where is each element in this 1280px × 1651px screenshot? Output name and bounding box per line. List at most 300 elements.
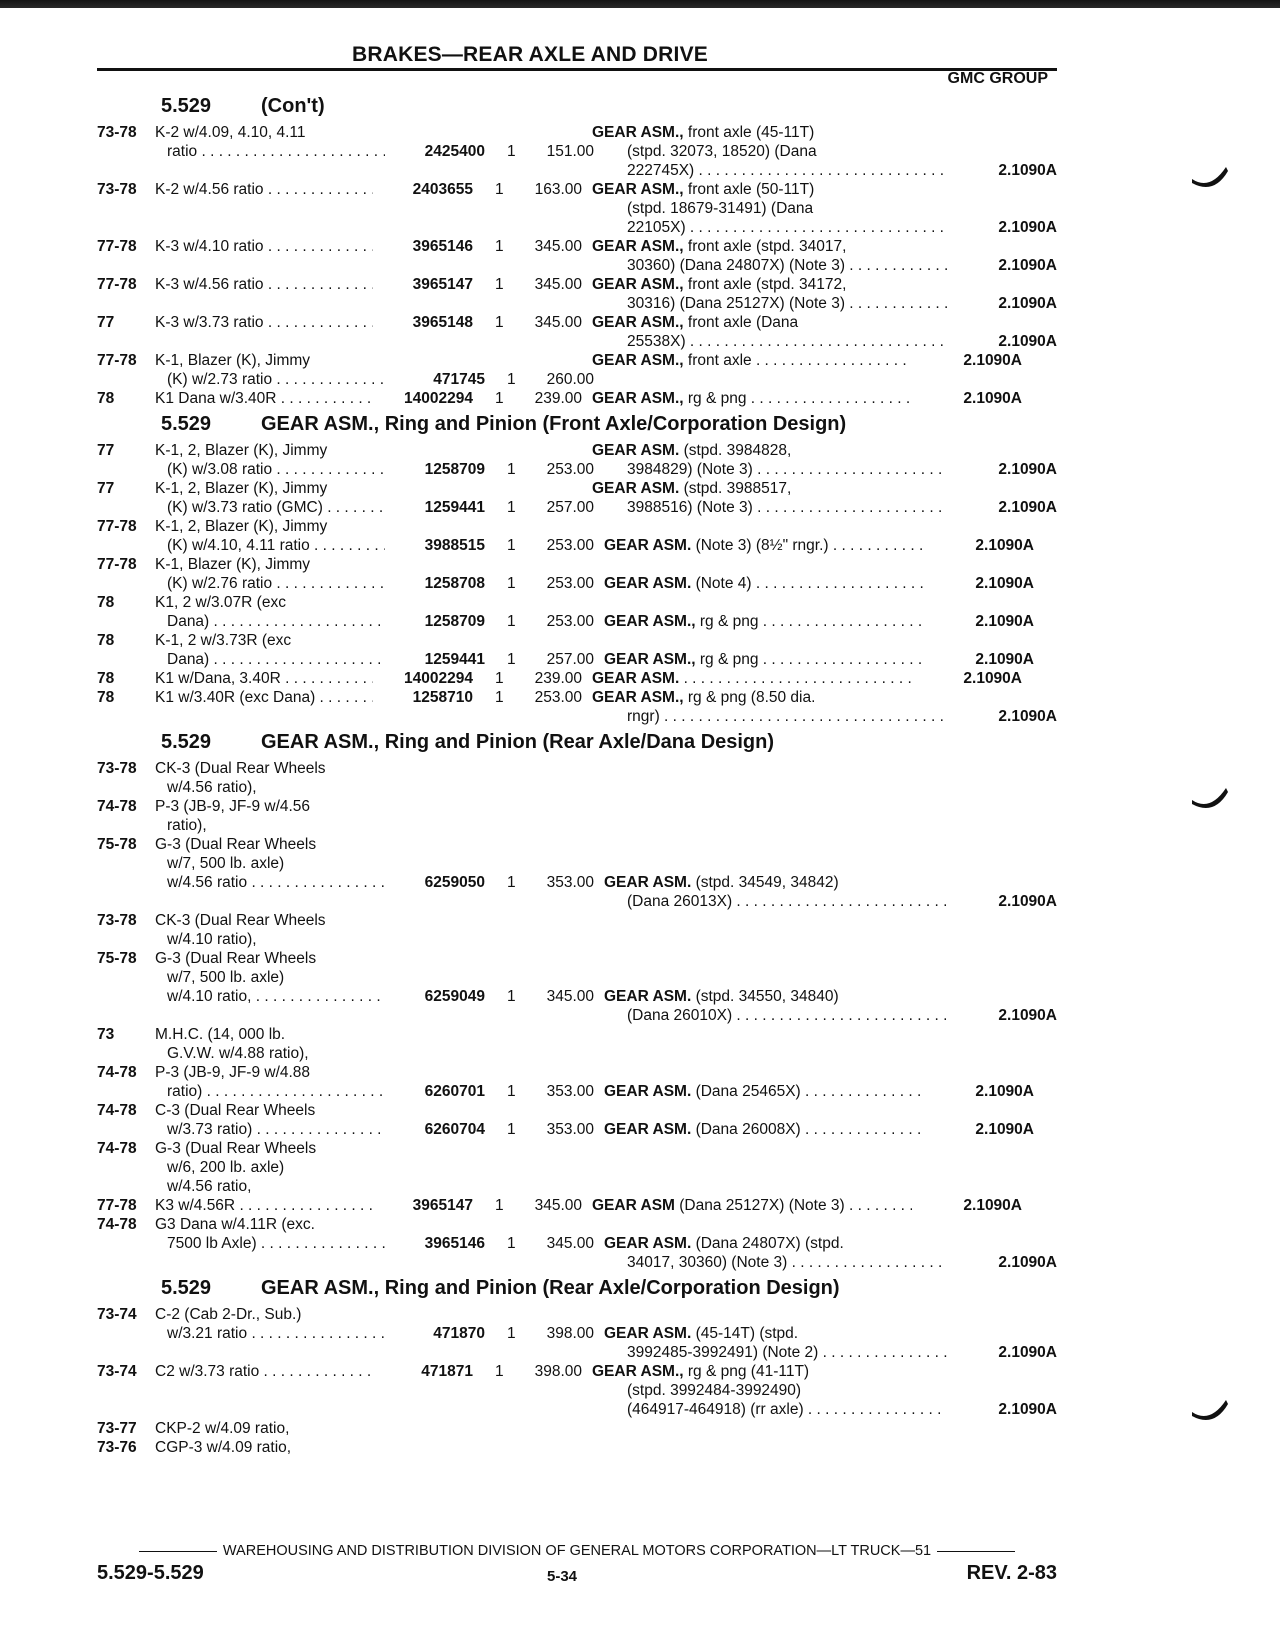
description	[604, 142, 947, 161]
part-number	[385, 218, 485, 237]
item-name: GEAR ASM.,	[592, 390, 684, 407]
binder-hole-mark	[1190, 786, 1230, 814]
table-row	[97, 517, 1057, 555]
part-number	[385, 1006, 485, 1025]
description	[604, 778, 924, 797]
description	[604, 1381, 947, 1400]
part-number	[373, 835, 473, 854]
row-line	[97, 180, 1057, 199]
list-price: 345.00	[534, 276, 582, 293]
description	[592, 1362, 912, 1381]
quantity	[495, 949, 515, 968]
description	[604, 1044, 924, 1063]
application-text	[155, 1006, 385, 1025]
list-price: 163.00	[534, 181, 582, 198]
group-number: 2.1090A	[998, 295, 1057, 312]
model-years: 77-78	[97, 518, 137, 535]
quantity	[495, 1305, 515, 1324]
application-text: w/4.10 ratio),	[167, 931, 257, 948]
quantity: 1	[507, 143, 516, 160]
list-price	[527, 1381, 594, 1400]
model-years	[97, 199, 155, 218]
item-name: GEAR ASM.	[592, 670, 680, 687]
row-line	[97, 332, 1057, 351]
model-years	[97, 1158, 155, 1177]
section-title: (Con't)	[261, 95, 325, 117]
quantity	[507, 1253, 527, 1272]
application-text: P-3 (JB-9, JF-9 w/4.56	[155, 798, 311, 815]
description	[604, 498, 947, 517]
quantity	[507, 1006, 527, 1025]
quantity	[507, 1400, 527, 1419]
list-price	[515, 1438, 582, 1457]
item-name: GEAR ASM.	[604, 575, 692, 592]
group-number: 2.1090A	[998, 893, 1057, 910]
group-number	[942, 631, 1022, 650]
row-line	[97, 1082, 1057, 1101]
group-number	[942, 517, 1022, 536]
model-years	[97, 498, 155, 517]
group-number: 2.1090A	[998, 257, 1057, 274]
item-detail: (Dana 25127X) (Note 3)	[674, 1197, 845, 1214]
model-years	[97, 1120, 155, 1139]
list-price	[515, 759, 582, 778]
group-column-label: GMC GROUP	[947, 70, 1048, 87]
application-text: P-3 (JB-9, JF-9 w/4.88	[155, 1064, 311, 1081]
item-name: GEAR ASM.,	[592, 181, 684, 198]
section-number: 5.529	[161, 95, 212, 117]
part-number	[385, 968, 485, 987]
item-detail: (464917-464918) (rr axle)	[627, 1401, 804, 1418]
description	[604, 332, 947, 351]
description	[604, 161, 947, 180]
scan-top-edge	[0, 0, 1280, 8]
application-text: ratio . . .	[155, 142, 385, 161]
row-line	[97, 816, 1057, 835]
application-text: 7500 lb Axle) . . .	[155, 1234, 385, 1253]
binder-hole-mark	[1190, 1398, 1230, 1426]
quantity	[495, 1101, 515, 1120]
part-number: 14002294	[404, 670, 473, 687]
application-text: (K) w/3.73 ratio (GMC) . . .	[155, 498, 385, 517]
application-text	[155, 218, 385, 237]
model-years: 73-77	[97, 1420, 137, 1437]
binder-hole-mark	[1190, 165, 1230, 193]
description	[604, 294, 947, 313]
quantity	[507, 1158, 527, 1177]
application-text: ratio),	[167, 817, 207, 834]
row-line	[97, 1234, 1057, 1253]
application-text	[155, 161, 385, 180]
quantity	[495, 911, 515, 930]
section-number: 5.529	[161, 413, 212, 435]
part-number: 3965146	[412, 238, 473, 255]
application-text: G-3 (Dual Rear Wheels	[155, 950, 317, 967]
description	[592, 180, 912, 199]
part-number	[373, 441, 473, 460]
application-text: CGP-3 w/4.09 ratio,	[155, 1439, 292, 1456]
part-number	[373, 123, 473, 142]
quantity	[507, 199, 527, 218]
list-price	[527, 218, 594, 237]
list-price	[527, 1253, 594, 1272]
group-number: 2.1090A	[975, 537, 1034, 554]
model-years	[97, 1324, 155, 1343]
group-number	[954, 1234, 1034, 1253]
table-row	[97, 759, 1057, 797]
quantity: 1	[507, 651, 516, 668]
part-number: 14002294	[404, 390, 473, 407]
item-name: GEAR ASM.,	[604, 651, 696, 668]
list-price: 239.00	[534, 670, 582, 687]
part-number: 2425400	[424, 143, 485, 160]
group-number: 2.1090A	[975, 1083, 1034, 1100]
row-line	[97, 1006, 1057, 1025]
item-detail: (stpd. 32073, 18520) (Dana	[627, 143, 817, 160]
list-price	[515, 441, 582, 460]
part-number	[373, 911, 473, 930]
list-price	[515, 593, 582, 612]
group-number	[942, 1305, 1022, 1324]
description	[592, 1196, 912, 1215]
row-line	[97, 1177, 1057, 1196]
item-detail: rg & png (8.50 dia.	[683, 689, 816, 706]
row-line	[97, 593, 1057, 612]
model-years: 75-78	[97, 836, 137, 853]
quantity: 1	[507, 613, 516, 630]
list-price	[527, 892, 594, 911]
section-heading	[97, 408, 1057, 441]
table-row	[97, 1196, 1057, 1215]
group-number	[942, 1063, 1022, 1082]
group-number	[942, 180, 1022, 199]
list-price: 151.00	[546, 143, 594, 160]
group-number	[942, 123, 1022, 142]
list-price	[515, 1101, 582, 1120]
model-years: 73-76	[97, 1439, 137, 1456]
quantity	[495, 1438, 515, 1457]
item-detail: 3992485-3992491) (Note 2)	[627, 1344, 819, 1361]
quantity	[495, 351, 515, 370]
description	[604, 1234, 924, 1253]
part-number	[373, 797, 473, 816]
list-price: 353.00	[546, 1121, 594, 1138]
description	[592, 1215, 912, 1234]
list-price	[515, 123, 582, 142]
row-line	[97, 968, 1057, 987]
description	[604, 650, 924, 669]
part-number: 471870	[433, 1325, 485, 1342]
row-line	[97, 574, 1057, 593]
list-price	[527, 1343, 594, 1362]
row-line	[97, 1063, 1057, 1082]
description	[592, 441, 912, 460]
part-number: 3965148	[412, 314, 473, 331]
table-row	[97, 949, 1057, 1025]
group-number	[942, 1025, 1022, 1044]
quantity	[495, 1215, 515, 1234]
row-line	[97, 1044, 1057, 1063]
list-price: 253.00	[546, 461, 594, 478]
table-row	[97, 631, 1057, 669]
description	[592, 1101, 912, 1120]
row-line	[97, 218, 1057, 237]
item-detail: (stpd. 3988517,	[679, 480, 792, 497]
description	[592, 123, 912, 142]
model-years: 77	[97, 442, 115, 459]
model-years: 77-78	[97, 276, 137, 293]
application-text: C2 w/3.73 ratio . . .	[155, 1362, 373, 1381]
item-detail: (stpd. 3992484-3992490)	[627, 1382, 802, 1399]
description	[604, 536, 924, 555]
item-name: GEAR ASM.,	[592, 689, 684, 706]
table-row	[97, 389, 1057, 408]
model-years	[97, 968, 155, 987]
part-number	[385, 930, 485, 949]
model-years	[97, 892, 155, 911]
group-number	[942, 313, 1022, 332]
description	[604, 873, 924, 892]
application-text	[155, 256, 385, 275]
description	[592, 517, 912, 536]
application-text	[155, 199, 385, 218]
item-name: GEAR ASM.,	[592, 124, 684, 141]
application-text: K-2 w/4.56 ratio . . .	[155, 180, 373, 199]
model-years	[97, 873, 155, 892]
part-number	[385, 1381, 485, 1400]
description	[592, 669, 912, 688]
group-number: 2.1090A	[998, 333, 1057, 350]
part-number	[385, 854, 485, 873]
description	[604, 256, 947, 275]
model-years: 78	[97, 670, 115, 687]
quantity	[507, 707, 527, 726]
list-price	[515, 797, 582, 816]
row-line	[97, 1381, 1057, 1400]
row-line	[97, 1196, 1057, 1215]
part-number	[373, 517, 473, 536]
table-row	[97, 479, 1057, 517]
description	[592, 275, 912, 294]
item-detail: rg & png	[683, 390, 747, 407]
footer-page-number: 5-34	[547, 1568, 578, 1585]
group-number	[942, 1139, 1022, 1158]
model-years: 73-78	[97, 181, 137, 198]
application-text: K-1, 2, Blazer (K), Jimmy	[155, 518, 328, 535]
model-years	[97, 460, 155, 479]
item-name: GEAR ASM.,	[592, 238, 684, 255]
description	[592, 1305, 912, 1324]
item-detail: 222745X)	[627, 162, 695, 179]
table-row	[97, 1305, 1057, 1362]
quantity: 1	[495, 1363, 504, 1380]
list-price	[527, 1006, 594, 1025]
application-text: (K) w/2.76 ratio . . .	[155, 574, 385, 593]
group-number	[942, 949, 1022, 968]
model-years: 73	[97, 1026, 115, 1043]
quantity	[495, 1139, 515, 1158]
table-row	[97, 1063, 1057, 1101]
part-number: 1259441	[424, 499, 485, 516]
list-price: 253.00	[546, 575, 594, 592]
quantity	[507, 892, 527, 911]
model-years	[97, 1234, 155, 1253]
group-number	[977, 142, 1057, 161]
row-line	[97, 142, 1057, 161]
item-detail: 30316) (Dana 25127X) (Note 3)	[627, 295, 845, 312]
model-years	[97, 854, 155, 873]
group-number	[954, 987, 1034, 1006]
table-row	[97, 669, 1057, 688]
application-text: ratio) . . .	[155, 1082, 385, 1101]
model-years: 74-78	[97, 1102, 137, 1119]
table-row	[97, 593, 1057, 631]
list-price	[527, 161, 594, 180]
list-price: 345.00	[546, 1235, 594, 1252]
table-row	[97, 1215, 1057, 1272]
list-price	[527, 1400, 594, 1419]
list-price	[527, 816, 594, 835]
item-detail: (Note 4)	[691, 575, 752, 592]
application-text: K-3 w/4.56 ratio . . .	[155, 275, 373, 294]
application-text: w/4.56 ratio),	[167, 779, 257, 796]
model-years: 77-78	[97, 352, 137, 369]
description	[604, 892, 947, 911]
description	[604, 199, 947, 218]
part-number: 3965147	[412, 276, 473, 293]
item-detail: front axle (stpd. 34017,	[683, 238, 847, 255]
description	[604, 1082, 924, 1101]
group-number: 2.1090A	[998, 219, 1057, 236]
list-price	[527, 930, 594, 949]
description	[592, 797, 912, 816]
group-number: 2.1090A	[975, 613, 1034, 630]
list-price: 253.00	[546, 537, 594, 554]
group-number	[954, 930, 1034, 949]
application-text: w/7, 500 lb. axle)	[167, 969, 285, 986]
list-price: 257.00	[546, 651, 594, 668]
list-price	[527, 707, 594, 726]
section-heading	[97, 90, 1057, 123]
row-line	[97, 1215, 1057, 1234]
part-number	[385, 1044, 485, 1063]
description	[604, 1253, 947, 1272]
row-line	[97, 1438, 1057, 1457]
part-number	[373, 1438, 473, 1457]
row-line	[97, 1305, 1057, 1324]
application-text	[155, 892, 385, 911]
description	[592, 555, 912, 574]
quantity: 1	[507, 874, 516, 891]
description	[604, 1324, 924, 1343]
item-detail: (Dana 26008X)	[691, 1121, 801, 1138]
application-text: w/6, 200 lb. axle)	[167, 1159, 285, 1176]
application-text: C-2 (Cab 2-Dr., Sub.)	[155, 1306, 302, 1323]
table-row	[97, 835, 1057, 911]
quantity	[495, 555, 515, 574]
item-name: GEAR ASM.	[604, 1083, 692, 1100]
quantity	[495, 593, 515, 612]
row-line	[97, 256, 1057, 275]
page-title: BRAKES—REAR AXLE AND DRIVE	[351, 43, 708, 66]
row-line	[97, 237, 1057, 256]
group-number: 2.1090A	[998, 1344, 1057, 1361]
application-text: Dana) . . .	[155, 650, 385, 669]
list-price: 345.00	[534, 1197, 582, 1214]
model-years: 78	[97, 689, 115, 706]
part-number	[373, 759, 473, 778]
group-number: 2.1090A	[963, 1197, 1022, 1214]
model-years	[97, 650, 155, 669]
footer-section-range: 5.529-5.529	[97, 1562, 204, 1584]
model-years: 77-78	[97, 238, 137, 255]
description	[592, 389, 912, 408]
footer-revision: REV. 2-83	[966, 1562, 1057, 1584]
list-price: 345.00	[534, 238, 582, 255]
list-price	[515, 555, 582, 574]
part-number	[373, 593, 473, 612]
item-name: GEAR ASM.,	[604, 613, 696, 630]
description	[604, 930, 924, 949]
row-line	[97, 1025, 1057, 1044]
list-price	[527, 1158, 594, 1177]
model-years: 73-74	[97, 1363, 137, 1380]
quantity	[495, 1063, 515, 1082]
application-text: Dana) . . .	[155, 612, 385, 631]
group-number	[942, 275, 1022, 294]
item-detail: (stpd. 3984828,	[679, 442, 792, 459]
item-detail: 30360) (Dana 24807X) (Note 3)	[627, 257, 845, 274]
quantity: 1	[507, 1325, 516, 1342]
description	[592, 759, 912, 778]
application-text: M.H.C. (14, 000 lb.	[155, 1026, 286, 1043]
application-text: K-1, Blazer (K), Jimmy	[155, 352, 311, 369]
row-line	[97, 199, 1057, 218]
list-price	[515, 479, 582, 498]
description	[604, 707, 947, 726]
row-line	[97, 1158, 1057, 1177]
application-text: C-3 (Dual Rear Wheels	[155, 1102, 316, 1119]
group-number	[942, 1215, 1022, 1234]
part-number	[385, 707, 485, 726]
row-line	[97, 930, 1057, 949]
part-number: 1259441	[424, 651, 485, 668]
item-name: GEAR ASM.	[592, 480, 680, 497]
section-title: GEAR ASM., Ring and Pinion (Rear Axle/Corporation Design)	[261, 1277, 840, 1299]
item-name: GEAR ASM.	[604, 537, 692, 554]
list-price: 398.00	[534, 1363, 582, 1380]
item-detail: 34017, 30360) (Note 3)	[627, 1254, 788, 1271]
model-years: 73-78	[97, 124, 137, 141]
model-years	[97, 816, 155, 835]
group-number: 2.1090A	[998, 1254, 1057, 1271]
row-line	[97, 1419, 1057, 1438]
table-row	[97, 1101, 1057, 1139]
group-number	[977, 1381, 1057, 1400]
model-years: 78	[97, 594, 115, 611]
application-text	[155, 1343, 385, 1362]
part-number	[373, 949, 473, 968]
quantity: 1	[495, 314, 504, 331]
group-number: 2.1090A	[963, 352, 1022, 369]
application-text: K-1, 2 w/3.73R (exc	[155, 632, 292, 649]
model-years	[97, 256, 155, 275]
row-line	[97, 1343, 1057, 1362]
group-number: 2.1090A	[998, 162, 1057, 179]
list-price	[527, 854, 594, 873]
quantity: 1	[495, 390, 504, 407]
model-years: 74-78	[97, 798, 137, 815]
